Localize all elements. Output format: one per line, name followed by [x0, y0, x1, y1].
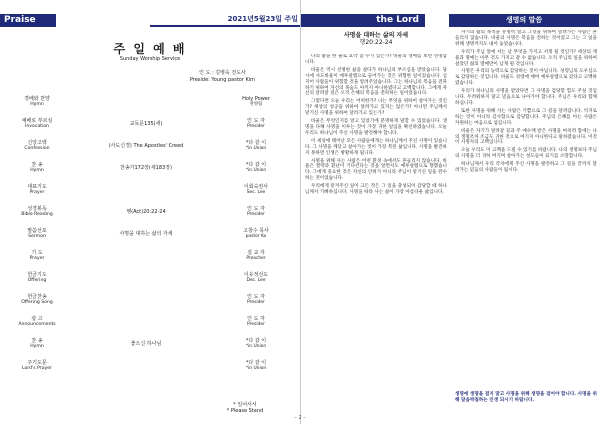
- order-item-detail: 찬송가172장(새183장): [120, 165, 172, 171]
- order-item-ko: 헌금찬송: [27, 294, 47, 300]
- order-item-leader: *다 같 이: [245, 360, 267, 366]
- order-item-ko: 주기도문: [27, 360, 47, 366]
- order-item-leader-en: Presider: [247, 322, 265, 327]
- sermon-paragraph: 그렇다면 오늘 우리는 어떠한가? 나는 무엇을 위하여 살아가는 것인가? 세상의 성공을 위하여 달려가고 있지는 않은가? 아니면 주님께서 맡기신 사명을 위하여 달려가고 있는가?: [305, 99, 447, 117]
- page-subtitle: Sunday Worship Service: [119, 56, 181, 62]
- order-item-leader-en: *in Union: [245, 146, 267, 151]
- sermon-column-left: [305, 54, 447, 410]
- order-item-leader: 고창수 목사: [243, 228, 269, 234]
- order-item: [6, 162, 296, 184]
- order-item-en: Confession: [24, 146, 50, 151]
- order-item-leader: *다 같 이: [245, 162, 267, 168]
- order-item-ko: 찬 송: [31, 162, 43, 168]
- order-item-leader-en: Presider: [247, 212, 265, 217]
- sermon-column-right: [455, 30, 597, 390]
- order-item-detail: 행(Act)20:22-24: [126, 209, 166, 215]
- order-item-en: Hymn: [30, 102, 44, 107]
- sermon-section-title: 생명의 말씀: [449, 14, 599, 27]
- order-item-leader-en: Sec. Lee: [246, 190, 266, 195]
- order-item-leader: 설 교 자: [247, 250, 265, 256]
- order-item: [6, 206, 296, 228]
- order-item-detail: 교독문135(새): [129, 121, 163, 127]
- order-item: [6, 360, 296, 382]
- page-number: – 2 –: [294, 415, 306, 421]
- order-item-leader-en: Presider: [247, 300, 265, 305]
- sermon-title: 사명을 대하는 삶의 자세: [343, 32, 409, 39]
- order-item-en: Announcements: [18, 322, 56, 327]
- order-item-leader-en: Preacher: [246, 256, 266, 261]
- order-item-en: Prayer: [29, 190, 45, 195]
- order-item-leader: 인 도 자: [247, 294, 265, 300]
- order-item-en: Prayer: [29, 256, 45, 261]
- sermon-paragraph: 바울은 무엇인지를 알고 있었기에 분명하게 말할 수 있었습니다. 생명을 다해 사명을 이루는 것이 가장 귀한 일임을 확신하였습니다. 오늘 우리도 하나님이 주신 사명을 발견해야 합니다.: [305, 119, 447, 136]
- order-item-leader: 인 도 자: [247, 118, 265, 124]
- sermon-paragraph: 이 세상에 태어난 모든 사람들에게는 하나님께서 주신 사명이 있습니다. 그 사명을 깨닫고 살아가는 것이 가장 복된 삶입니다. 사명을 발견하지 못하면 인생은 방황하게 됩니다.: [305, 138, 447, 156]
- order-item-leader: 이유정선도: [243, 272, 269, 278]
- order-item-en: Invocation: [25, 124, 49, 129]
- order-item: [6, 338, 296, 360]
- order-item-ko: 헌금기도: [27, 272, 47, 278]
- sermon-paragraph: 오늘 우리도 이 고백을 드릴 수 있기를 바랍니다. 나의 생명보다 주님의 사명을 더 귀히 여기며 살아가는 성도들이 되기를 소망합니다.: [455, 148, 597, 160]
- order-item: [6, 228, 296, 250]
- order-item-leader-en: Presider: [247, 124, 265, 129]
- presider-info: [160, 70, 285, 84]
- order-item-en: Hymn: [30, 344, 44, 349]
- presider-ko: 인 도 : 김병욱 전도사: [199, 70, 246, 76]
- sermon-paragraph: 우리에게 맡겨주신 일이 크든 작든 그 일을 충성되이 감당할 때 하나님께서 기뻐하십니다. 사명을 따라 사는 삶이 가장 아름다운 삶입니다.: [305, 184, 447, 196]
- order-item-leader: *다 같 이: [245, 140, 267, 146]
- sermon-paragraph: 또한 사명을 위해 사는 사람은 기쁨으로 그 길을 달려갑니다. 억지로 하는 것이 아니라 감사함으로 감당합니다. 주님의 은혜를 아는 사람은 자원하는 마음으로 섬깁니다.: [455, 108, 597, 126]
- order-item-ko: 말씀선포: [27, 228, 47, 234]
- order-item: [6, 118, 296, 140]
- order-item-leader-en: *in Union: [245, 344, 267, 349]
- sermon-paragraph: 우리가 주님 앞에 서는 날 무엇을 가지고 서게 될 것인가? 세상의 재물과 명예는 아무 것도 가지고 갈 수 없습니다. 오직 주님의 일을 위하여 살았던 삶의 열매만이 남게 될 것입니다.: [455, 49, 597, 67]
- order-item-leader-en: Dec. Lee: [246, 278, 266, 283]
- stand-note-ko: * 일어서서: [233, 402, 257, 408]
- order-item-ko: 광 고: [31, 316, 43, 322]
- sermon-paragraph: 사명은 우리의 능력으로 감당하는 것이 아닙니다. 성령님의 도우심으로 감당하는 것입니다. 바울도 성령에 매여 예루살렘으로 갔다고 고백하였습니다.: [455, 69, 597, 87]
- order-item-leader: 이회숙권사: [243, 184, 269, 190]
- order-item: [6, 294, 296, 316]
- sermon-heading: [301, 32, 451, 46]
- order-item-en: Sermon: [28, 234, 46, 239]
- order-item-leader-en: 찬양팀: [249, 102, 263, 107]
- sermon-paragraph: 바울은 역시 선명한 삶을 살다가 하나님의 부르심을 받았습니다. 당시에 사도바울이 예루살렘으로 들어가는 것은 위험한 일이었습니다. 심지어 사람들이 위험할 것을 알려주었습니다. 그는 하나님의 복음을 전파하기 위하여 자신의 목숨도 아끼지 아니하였다고 고백합니다. 그에게 자신의 달려갈 길은 오직 은혜의 복음을 전파하는 일이었습니다.: [305, 67, 447, 97]
- order-item-ko: 대표기도: [27, 184, 47, 190]
- sermon-paragraph: 나의 삶을 한 줄로 요약 할 수가 있는가? 바울의 생애를 보면 선명합니다.: [305, 54, 447, 65]
- order-item-en: Lord's Prayer: [22, 366, 52, 371]
- praise-tag: Praise: [0, 14, 56, 27]
- order-item-detail: 좋으신 하나님: [130, 341, 162, 347]
- order-item-detail: 사명을 대하는 삶의 자세: [119, 231, 173, 237]
- order-item-leader: 인 도 자: [247, 206, 265, 212]
- order-item-en: Hymn: [30, 168, 44, 173]
- sermon-page: [300, 0, 600, 424]
- sermon-paragraph: 사명을 위해 사는 사람은 어떤 환경 속에서도 흔들리지 않습니다. 바울은 결박과 환난이 기다린다는 것을 알면서도 예루살렘으로 향했습니다. 그에게 중요한 것은 자신의 안위가 아니라 주님이 맡기신 일을 완수하는 것이었습니다.: [305, 158, 447, 182]
- presider-en: Preside: Young pastor Kim: [189, 77, 256, 83]
- sermon-paragraph: 우리가 하나님의 사명을 받았다면 그 사명을 감당할 힘도 주실 것입니다. 두려워하지 말고 믿음으로 나아가야 합니다. 주님은 우리와 함께 하십니다.: [455, 89, 597, 106]
- order-item-leader-en: *in Union: [245, 168, 267, 173]
- order-item-ko: 기 도: [31, 250, 43, 256]
- service-date: 2021년5월23일 주일: [150, 14, 300, 27]
- order-item: [6, 272, 296, 294]
- stand-note-en: * Please Stand: [226, 408, 264, 414]
- sermon-paragraph: 자기의 삶의 목적을 분명히 알고 그것을 위하여 달려가는 사람은 흔들리지 않습니다. 바울의 사명은 복음을 전하는 것이었고 그는 그 일을 위해 생명까지도 내어 놓았습니다.: [455, 30, 597, 47]
- lord-tag: the Lord: [301, 14, 425, 27]
- sermon-reference: 행20:22-24: [359, 39, 393, 46]
- order-item-en: Offering Song: [21, 300, 53, 305]
- order-item-ko: 예배로 부르심: [21, 118, 53, 124]
- order-item-ko: 성경봉독: [27, 206, 47, 212]
- order-item: [6, 250, 296, 272]
- order-item: [6, 316, 296, 338]
- order-item-leader-en: *in Union: [245, 366, 267, 371]
- order-item: [6, 184, 296, 206]
- page-title: 주 일 예 배: [113, 42, 187, 56]
- order-item: [6, 96, 296, 118]
- order-item-ko: 신앙고백: [27, 140, 47, 146]
- order-item-en: Offering: [27, 278, 47, 283]
- order-item-ko: 찬 송: [31, 338, 43, 344]
- order-item-detail: (사도신경) The Apostles' Creed: [108, 143, 184, 149]
- stand-note: [200, 402, 290, 414]
- sermon-paragraph: 바울은 자기가 달려갈 길과 주 예수께 받은 사명을 마치려 함에는 나의 생명조차 조금도 귀한 것으로 여기지 아니한다고 말하였습니다. 이것이 사명자의 고백입니다.: [455, 128, 597, 146]
- order-item-leader: 인 도 자: [247, 316, 265, 322]
- worship-order-list: [6, 96, 296, 382]
- order-item-leader: *다 같 이: [245, 338, 267, 344]
- sermon-paragraph: 하나님께서 우리 각자에게 주신 사명을 발견하고 그 길을 끝까지 달려가는 믿음의 사람들이 됩시다.: [455, 162, 597, 174]
- order-item: [6, 140, 296, 162]
- order-item-leader: Holy Power: [242, 96, 270, 102]
- order-item-en: Bible Reading: [21, 212, 53, 217]
- order-item-leader-en: pastor Ko: [245, 234, 267, 239]
- sermon-closing: 생명에 생명을 걸지 말고 사명을 위해 생명을 걸어야 합니다. 사명을 위해 달음박질하는 인생 되시기 바랍니다.: [455, 392, 597, 403]
- order-item-ko: 경배와 찬양: [24, 96, 50, 102]
